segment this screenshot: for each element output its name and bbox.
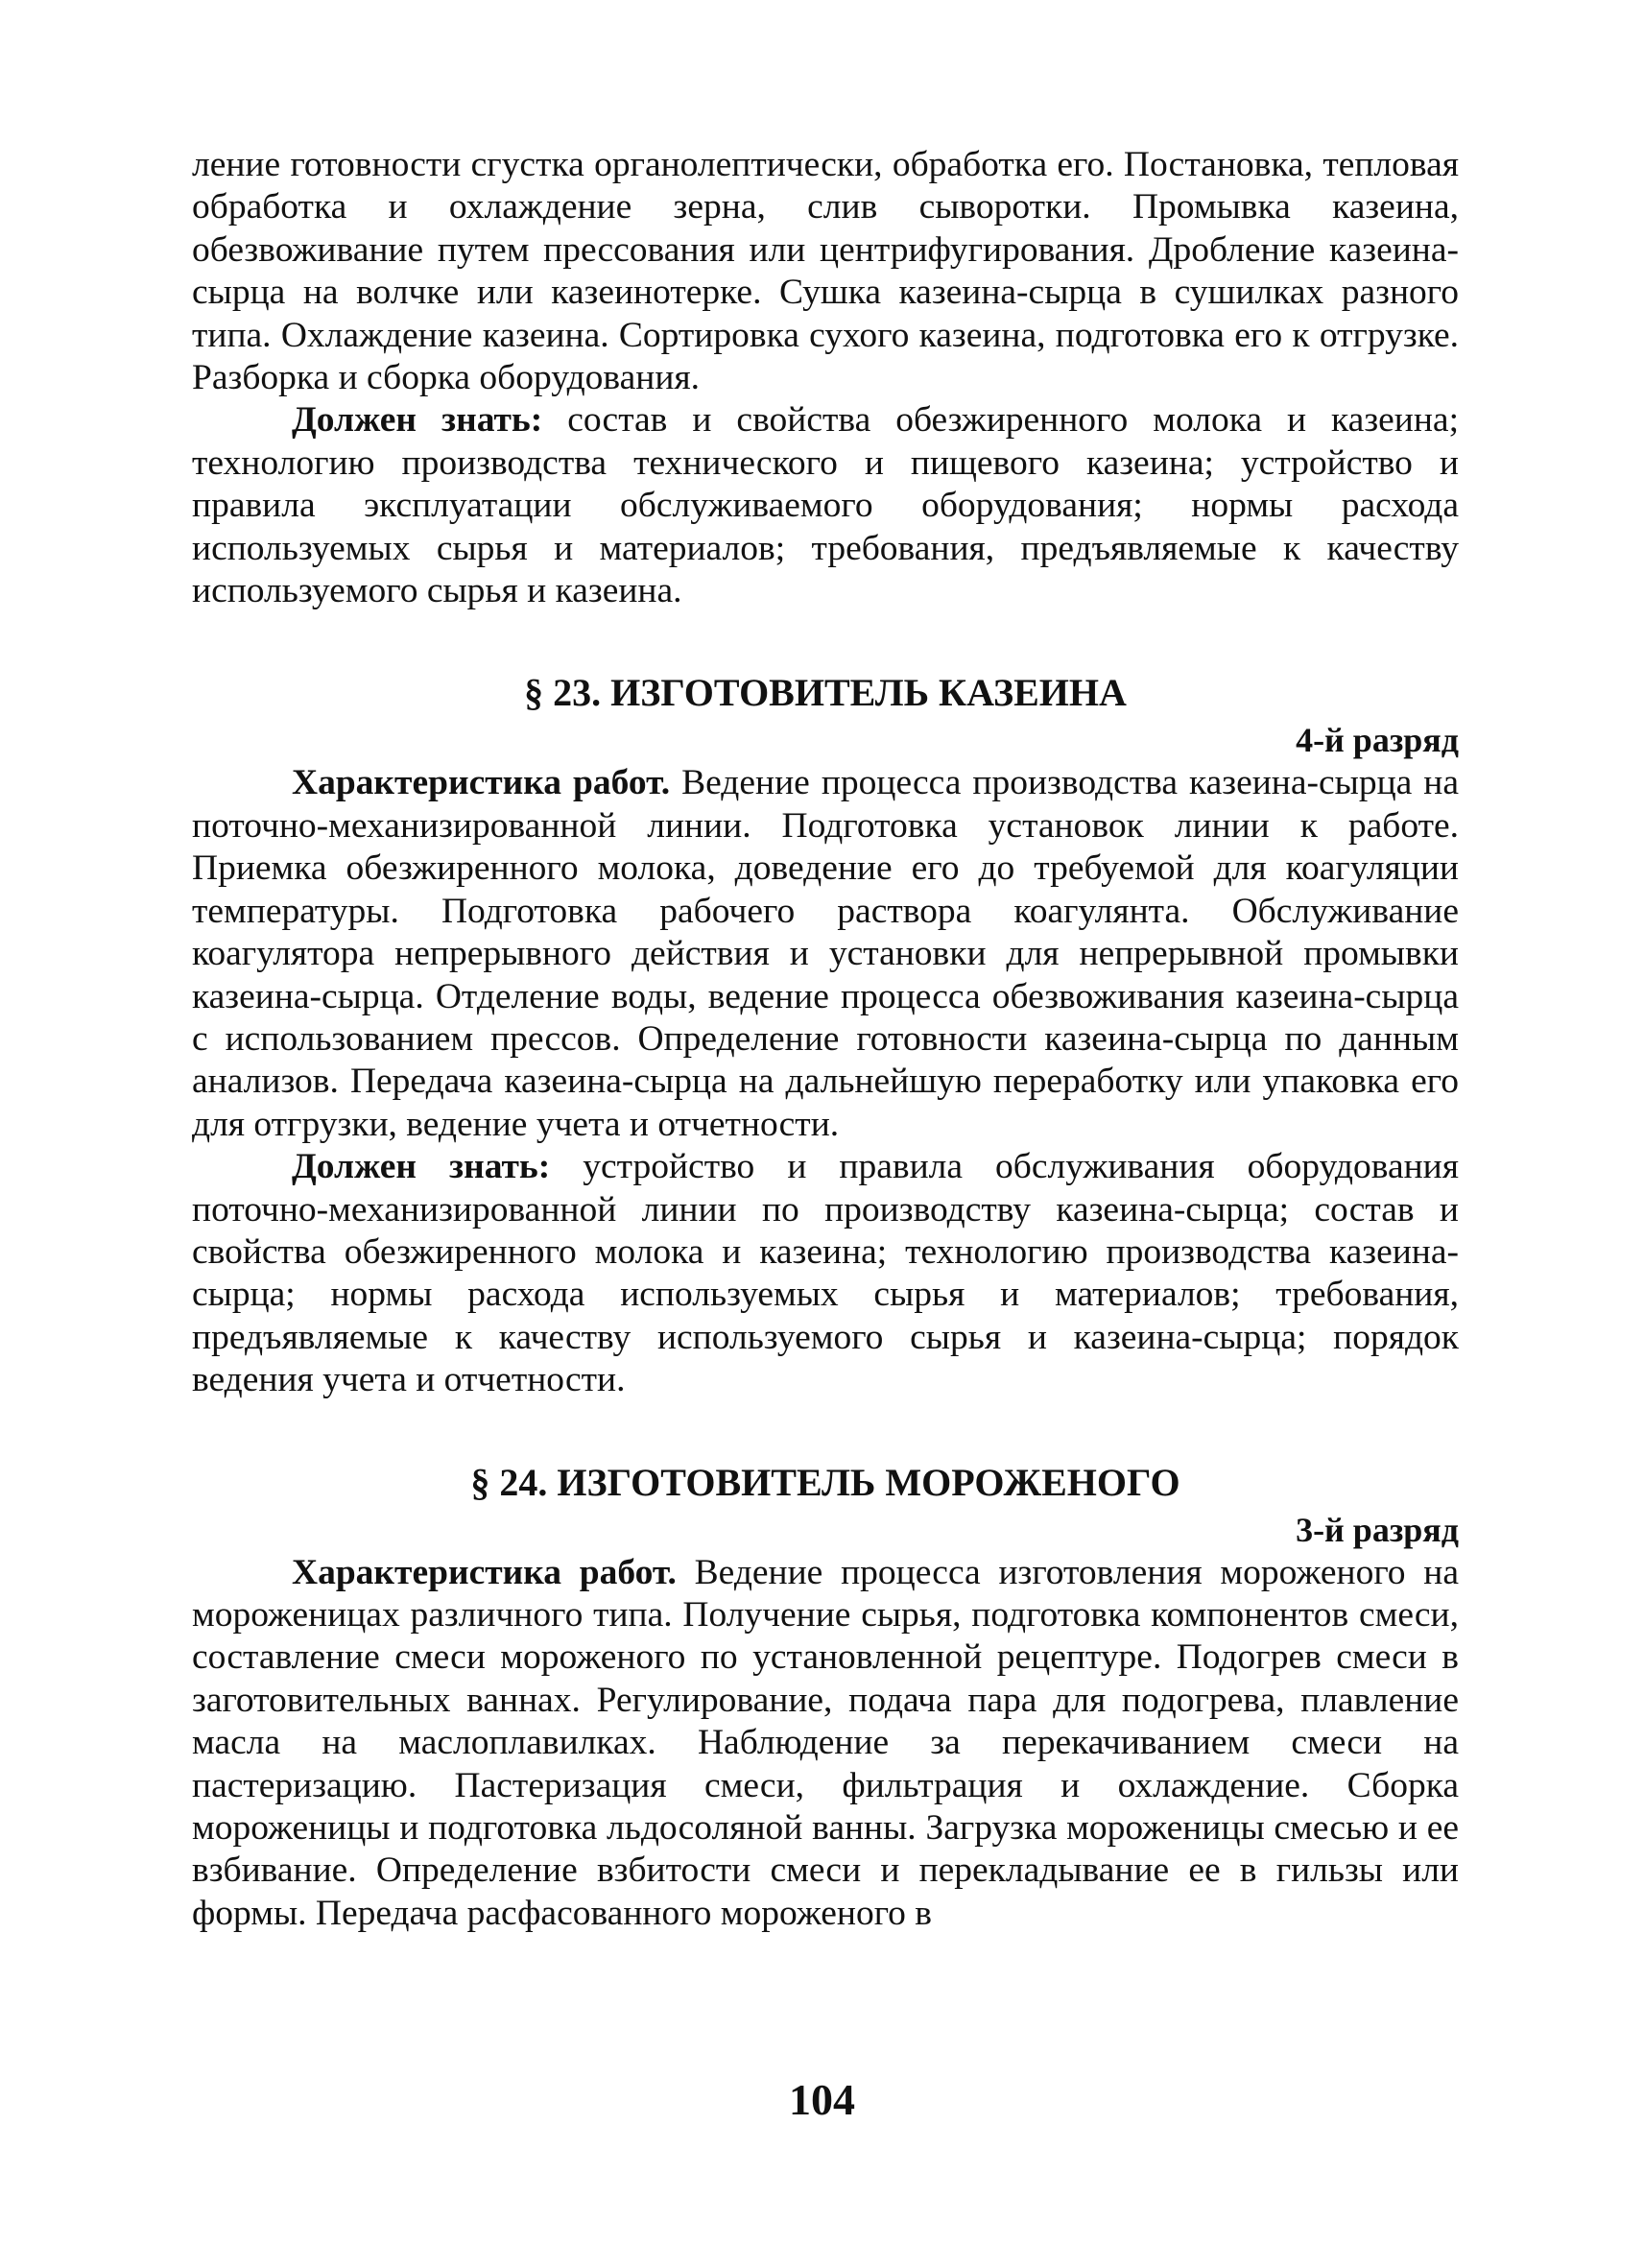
section-23-grade: 4-й разряд (1296, 721, 1459, 760)
section-23-knowledge (192, 1146, 1459, 1401)
knowledge-text: состав и свойства обезжиренного молока и казеина; технологию производства технического и пищевого казеина; устройство и правила эксплуатации обслуживаемого оборудования; нормы расхода используемых сырья и материалов; требования, предъявляемые к качеству используемого сырья и казеина. (192, 400, 1459, 611)
characteristics-text: Ведение процесса изготовления мороженого на мороженицах различного типа. Получение сырья, подготовка компонентов смеси, составление смеси мороженого по установленной рецептуре. Подогрев смеси в заготовительных ваннах. Регулирование, подача пара для подогрева, плавление масла на маслоплавилках. Наблюдение за перекачиванием смеси на пастеризацию. Пастеризация смеси, фильтрация и охлаждение. Сборка мороженицы и подготовка льдосоляной ванны. Загрузка мороженицы смесью и ее взбивание. Определение взбитости смеси и перекладывание ее в гильзы или формы. Передача расфасованного мороженого в (192, 1552, 1459, 1933)
page-number: 104 (789, 2075, 855, 2124)
continuation-paragraph: ление готовности сгустка органолептически, обработка его. Постановка, тепловая обработка и охлаждение зерна, слив сыворотки. Промывка казеина, обезвоживание путем прессования или центрифугирования. Дробление казеина-сырца на волчке или казеинотерке. Сушка казеина-сырца в сушилках разного типа. Охлаждение казеина. Сортировка сухого казеина, подготовка его к отгрузке. Разборка и сборка оборудования. (192, 145, 1459, 398)
section-23-title: § 23. ИЗГОТОВИТЕЛЬ КАЗЕИНА (524, 671, 1127, 715)
knowledge-text: устройство и правила обслуживания оборудования поточно-механизированной линии по производству казеина-сырца; состав и свойства обезжиренного молока и казеина; технологию производства казеина-сырца; нормы расхода используемых сырья и материалов; требования, предъявляемые к качеству используемого сырья и казеина-сырца; порядок ведения учета и отчетности. (192, 1147, 1459, 1400)
characteristics-lead: Характеристика работ. (292, 763, 671, 803)
characteristics-text: Ведение процесса производства казеина-сырца на поточно-механизированной линии. Подготовка установок линии к работе. Приемка обезжиренного молока, доведение его до требуемой для коагуляции температуры. Подготовка рабочего раствора коагулянта. Обслуживание коагулятора непрерывного действия и установки для непрерывной промывки казеина-сырца. Отделение воды, ведение процесса обезвоживания казеина-сырца с использованием прессов. Определение готовности казеина-сырца по данным анализов. Передача казеина-сырца на дальнейшую переработку или упаковка его для отгрузки, ведение учета и отчетности. (192, 763, 1460, 1144)
page-body (192, 144, 1459, 1935)
knowledge-paragraph-casein-prev (192, 399, 1459, 612)
knowledge-lead: Должен знать: (292, 400, 543, 441)
characteristics-lead: Характеристика работ. (292, 1552, 677, 1592)
section-23-characteristics (192, 762, 1459, 1146)
section-24-grade: 3-й разряд (1296, 1510, 1459, 1549)
knowledge-lead: Должен знать: (292, 1147, 551, 1187)
section-24-characteristics (192, 1552, 1459, 1936)
section-24-title: § 24. ИЗГОТОВИТЕЛЬ МОРОЖЕНОГО (470, 1460, 1180, 1504)
